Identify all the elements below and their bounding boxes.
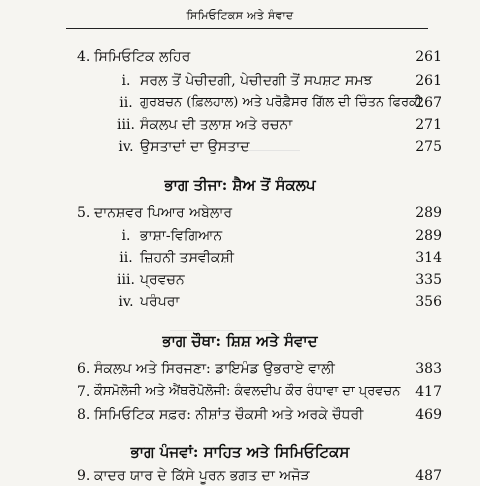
- entry-number: 4.: [77, 49, 91, 65]
- entry-page: 356: [415, 294, 442, 310]
- toc-subentry[interactable]: [0, 137, 480, 157]
- entry-page: 289: [415, 205, 442, 221]
- entry-number: ii.: [119, 95, 133, 111]
- entry-number: 9.: [77, 468, 91, 484]
- part-heading: ਭਾਗ ਚੌਥਾ: ਸ਼ਿਸ਼ ਅਤੇ ਸੰਵਾਦ: [162, 332, 318, 350]
- entry-title: ਪਰੰਪਰਾ: [140, 294, 180, 310]
- toc-entry[interactable]: [0, 466, 480, 486]
- toc-entry[interactable]: [0, 405, 480, 425]
- entry-page: 335: [415, 272, 442, 288]
- entry-title: ਕਾਦਰ ਯਾਰ ਦੇ ਕਿੱਸੇ ਪੂਰਨ ਭਗਤ ਦਾ ਅਜੋੜ: [94, 468, 310, 484]
- toc-entry[interactable]: [0, 47, 480, 67]
- toc-entry[interactable]: [0, 382, 480, 402]
- toc-entry[interactable]: [0, 359, 480, 379]
- entry-number: iv.: [118, 139, 134, 155]
- toc-subentry[interactable]: [0, 292, 480, 312]
- entry-title: ਸਿਮਿਓਟਿਕ ਸਫ਼ਰ: ਨੀਸ਼ਾਂਤ ਚੌਕਸੀ ਅਤੇ ਅਰਕੇ ਚੌਧਰੀ: [94, 407, 364, 423]
- entry-page: 314: [415, 250, 442, 266]
- entry-number: 7.: [77, 384, 91, 400]
- bleed-through-mark: [170, 330, 280, 331]
- entry-title: ਜ਼ਿਹਨੀ ਤਸਵੀਕਸ਼ੀ: [140, 250, 234, 266]
- part-heading: ਭਾਗ ਪੰਜਵਾਂ: ਸਾਹਿਤ ਅਤੇ ਸਿਮਿਓਟਿਕਸ: [130, 443, 350, 461]
- entry-page: 275: [415, 139, 442, 155]
- entry-title: ਪ੍ਰਵਚਨ: [140, 272, 185, 288]
- entry-page: 417: [415, 384, 442, 400]
- toc-subentry[interactable]: [0, 115, 480, 135]
- entry-page: 267: [415, 95, 442, 111]
- toc-subentry[interactable]: [0, 248, 480, 268]
- entry-title: ਭਾਸ਼ਾ-ਵਿਗਿਆਨ: [140, 228, 223, 244]
- entry-page: 271: [415, 117, 442, 133]
- entry-title: ਸੰਕਲਪ ਅਤੇ ਸਿਰਜਣਾ: ਡਾਇਮੰਡ ਉਭਰਾਏ ਵਾਲੀ: [94, 361, 335, 377]
- entry-number: i.: [121, 228, 131, 244]
- entry-page: 261: [415, 49, 442, 65]
- entry-title: ਸੰਕਲਪ ਦੀ ਤਲਾਸ਼ ਅਤੇ ਰਚਨਾ: [140, 117, 293, 133]
- entry-number: i.: [121, 73, 131, 89]
- entry-title: ਦਾਨਸ਼ਵਰ ਪਿਆਰ ਅਬੇਲਾਰ: [94, 205, 233, 221]
- entry-page: 487: [415, 468, 442, 484]
- entry-number: ii.: [119, 250, 133, 266]
- header-rule: [66, 28, 428, 29]
- entry-page: 289: [415, 228, 442, 244]
- entry-title: ਉਸਤਾਦਾਂ ਦਾ ਉਸਤਾਦ: [140, 139, 250, 155]
- entry-number: 6.: [77, 361, 91, 377]
- entry-number: iii.: [117, 117, 135, 133]
- entry-page: 261: [415, 73, 442, 89]
- toc-subentry[interactable]: [0, 93, 480, 113]
- entry-title: ਕੌਸਮੋਲੋਜੀ ਅਤੇ ਐਂਥਰੋਪੋਲੋਜੀ: ਕੰਵਲਦੀਪ ਕੌਰ ਰੰਧਾਵਾ ਦਾ ਪ੍ਰਵਚਨ: [94, 384, 401, 399]
- entry-number: iii.: [117, 272, 135, 288]
- running-head: ਸਿਮਿਓਟਿਕਸ ਅਤੇ ਸੰਵਾਦ: [186, 9, 294, 22]
- toc-subentry[interactable]: [0, 270, 480, 290]
- toc-entry[interactable]: [0, 203, 480, 223]
- toc-subentry[interactable]: [0, 226, 480, 246]
- entry-title: ਗੁਰਬਚਨ (ਫ਼ਿਲਹਾਲ) ਅਤੇ ਪਰੋਫ਼ੈਸਰ ਗਿੱਲ ਦੀ ਚਿੰਤਨ ਫਿਰਕੀ: [140, 95, 422, 110]
- entry-page: 469: [415, 407, 442, 423]
- entry-number: 5.: [77, 205, 91, 221]
- entry-title: ਸਿਮਿਓਟਿਕ ਲਹਿਰ: [94, 49, 191, 65]
- entry-page: 383: [415, 361, 442, 377]
- entry-number: iv.: [118, 294, 134, 310]
- toc-subentry[interactable]: [0, 71, 480, 91]
- entry-title: ਸਰਲ ਤੋਂ ਪੇਚੀਦਗੀ, ਪੇਚੀਦਗੀ ਤੋਂ ਸਪਸ਼ਟ ਸਮਝ: [140, 73, 373, 89]
- part-heading: ਭਾਗ ਤੀਜਾ: ਸ਼ੈਅ ਤੋਂ ਸੰਕਲਪ: [164, 176, 316, 194]
- entry-number: 8.: [77, 407, 91, 423]
